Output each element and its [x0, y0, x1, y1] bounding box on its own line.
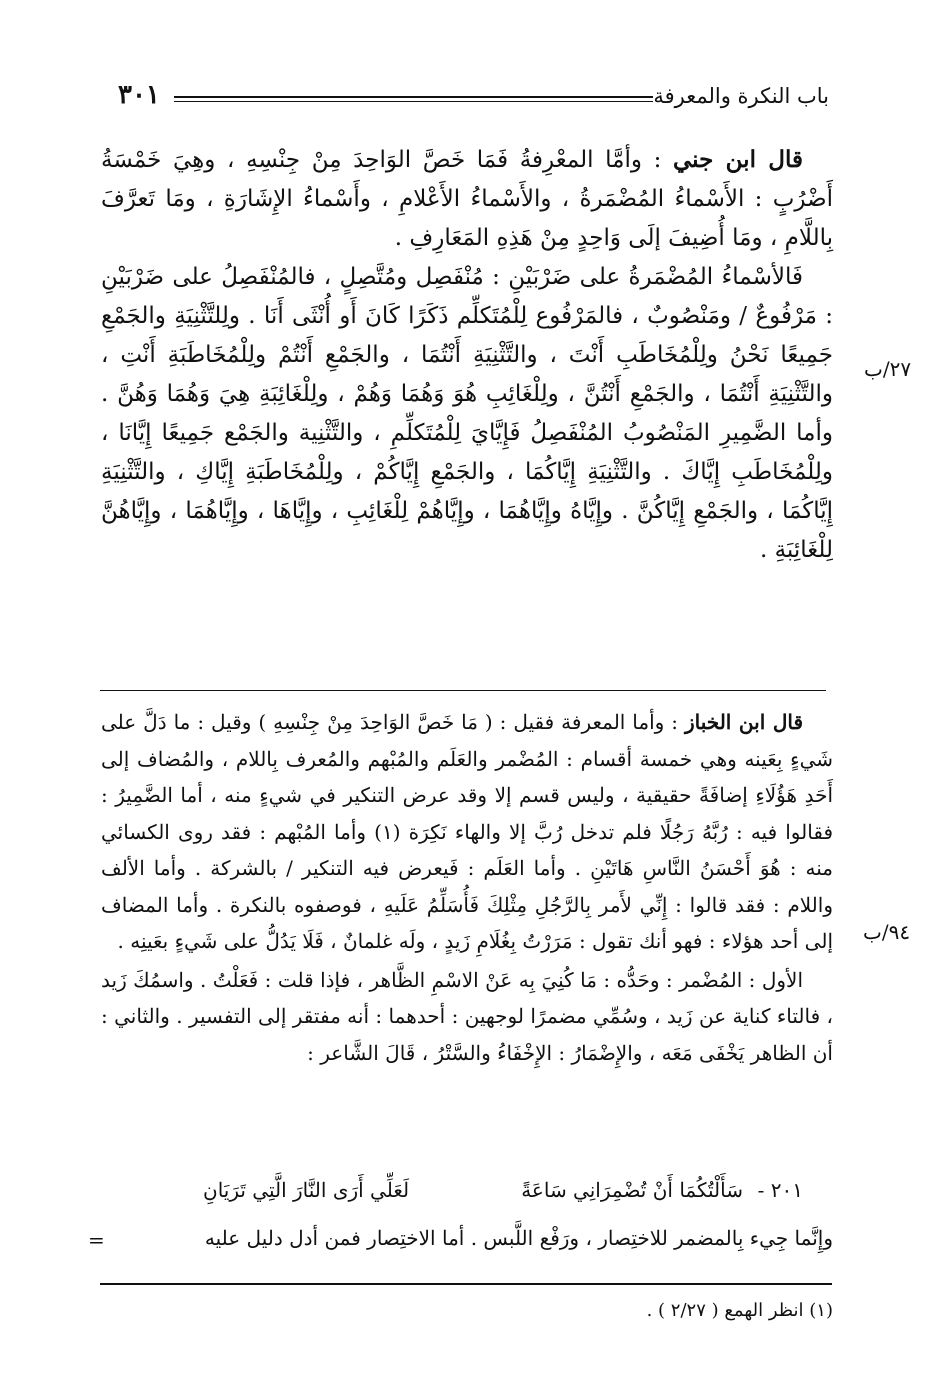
commentator-name: قال ابن الخباز [685, 710, 804, 734]
continuation-mark: = [88, 1228, 105, 1252]
author-name: قال ابن جني [673, 146, 803, 173]
margin-folio-note: ٩٤/ب [863, 920, 911, 944]
main-text [101, 140, 833, 570]
footnote-divider [100, 1283, 832, 1285]
verse-second-hemistich: لَعَلِّي أَرَى النَّارَ الَّتِي تَرَيَانِ [203, 1178, 410, 1202]
commentary-paragraph-1-text: : وأما المعرفة فقيل : ( مَا خَصَّ الوَاحِدَ مِنْ جِنْسِهِ ) وقيل : ما دَلَّ على شَيءٍ بِعَينه وهي خمسة أقسام : المُضْمر والعَلَم والمُبْهم والمُعرف بِاللام ، والمُضاف إلى أَحَدِ هَؤُلَاءِ إضافَةً حقيقية ، وليس قسم إلا وقد عرض التنكير في شيءٍ منه ، أما الضَّمِيرُ : فقالوا فيه : رُبَّهُ رَجُلًا فلم تدخل رُبَّ إلا والهاء نَكِرَة (١) وأما المُبْهم : فقد روى الكسائي منه : هُوَ أَحْسَنُ النَّاسِ هَاتَيْنِ . وأما العَلَم : فَيعرض فيه التنكير / بالشركة . وأما الألف واللام : فقد قالوا : إِنِّي لأَمر بِالرَّجُلِ مِثْلِكَ فَأُسَلِّمُ عَلَيهِ ، فوصفوه بالنكرة . وأما المضاف إلى أحد هؤلاء : فهو أنك تقول : مَرَرْتُ بِغُلَامِ زَيدٍ ، ولَه غلمانٌ ، فَلَا يَدُلُّ على شَيءٍ بعَينِه . [101, 710, 834, 953]
verse-first-hemistich: سَأَلْتُكُمَا أَنْ تُضْمِرَانِي سَاعَةً [521, 1178, 743, 1202]
main-paragraph-1-text: : وأمَّا المعْرِفةُ فَمَا خَصَّ الوَاحِدَ مِنْ جِنْسِهِ ، وهِيَ خَمْسَةُ أَضْرُبٍ : الأَسْماءُ المُضْمَرةُ ، والأَسْماءُ الأَعْلامِ ، وأَسْماءُ الإِشَارَةِ ، ومَا تَعرَّفَ بِاللَّامِ ، ومَا أُضِيفَ إلَى وَاحِدٍ مِنْ هَذِهِ المَعَارِفِ . [101, 147, 833, 251]
verse-number: ٢٠١ - [757, 1178, 803, 1202]
continuation-line: وإِنَّما جِيء بِالمضمر للاختِصار ، ورَفْع اللَّبس . أما الاختِصار فمن أدل دليل عليه [204, 1226, 833, 1250]
page-header [118, 80, 829, 118]
margin-folio-note: ٢٧/ب [864, 357, 912, 381]
main-paragraph-2: فَالأسْماءُ المُضْمَرةُ على ضَرْبَيْنِ : مُنْفَصِل ومُتَّصِلٍ ، فالمُنْفَصِلُ على ضَرْبَيْنِ : مَرْفُوعٌ / ومَنْصُوبٌ ، فالمَرْفُوع لِلْمُتَكلِّم ذَكَرًا كَانَ أَو أُنْثَى أَنَا . ولِلتَّثْنِيَةِ والجَمْعِ جَمِيعًا نَحْنُ ولِلْمُخَاطَبِ أَنْتَ ، والتَّثْنِيَةِ أَنْتُمَا ، والجَمْعِ أَنْتُمْ ولِلْمُخَاطَبَةِ أَنْتِ ، والتَّثْنِيَةِ أَنْتُمَا ، والجَمْعِ أَنْتُنَّ ، ولِلْغَائِبِ هُوَ وَهُمَا وَهُمْ ، ولِلْغَائِبَةِ هِيَ وَهُمَا وَهُنَّ . وأما الضَّمِيرِ المَنْصُوبُ المُنْفَصِلُ فَإِيَّايَ لِلْمُتَكلِّمِ ، والتَّثْنِية والجَمْع جَمِيعًا إِيَّانَا ، ولِلْمُخَاطَبِ إِيَّاكَ . والتَّثْنِيَةِ إِيَّاكُمَا ، والجَمْعِ إِيَّاكُمْ ، ولِلْمُخَاطَبَةِ إِيَّاكِ ، والتَّثْنِيَةِ إِيَّاكُمَا ، والجَمْعِ إِيَّاكُنَّ . وإِيَّاهُ وإِيَّاهُمَا ، وإِيَّاهُمْ لِلْغَائِبِ ، وإِيَّاهَا ، وإِيَّاهُمَا ، وإِيَّاهُنَّ لِلْغَائِبَةِ . [101, 264, 833, 563]
section-divider [100, 690, 826, 691]
commentary-text [101, 704, 833, 1071]
running-title: باب النكرة والمعرفة [653, 84, 829, 108]
main-paragraph-1 [101, 140, 833, 258]
poetry-verse [107, 1178, 833, 1212]
footnote: (١) انظر الهمع ( ٢/٢٧ ) . [646, 1300, 833, 1321]
commentary-paragraph-2: الأول : المُضْمر : وحَدُّه : مَا كُنِيَ بِه عَنْ الاسْمِ الظَّاهر ، فإذا قلت : فَعَلْتُ . واسمُكَ زَيد ، فالتاء كناية عن زَيد ، وسُمِّي مضمرًا لوجهين : أحدهما : أنه مفتقر إلى التفسير . والثاني : أن الظاهر يَخْفَى مَعَه ، والإِضْمَارُ : الإِخْفَاءُ والسَّتْرُ ، قَالَ الشَّاعر : [101, 967, 833, 1065]
header-rule [174, 96, 653, 102]
page-number: ٣٠١ [118, 80, 160, 110]
commentary-paragraph-1 [101, 704, 833, 960]
